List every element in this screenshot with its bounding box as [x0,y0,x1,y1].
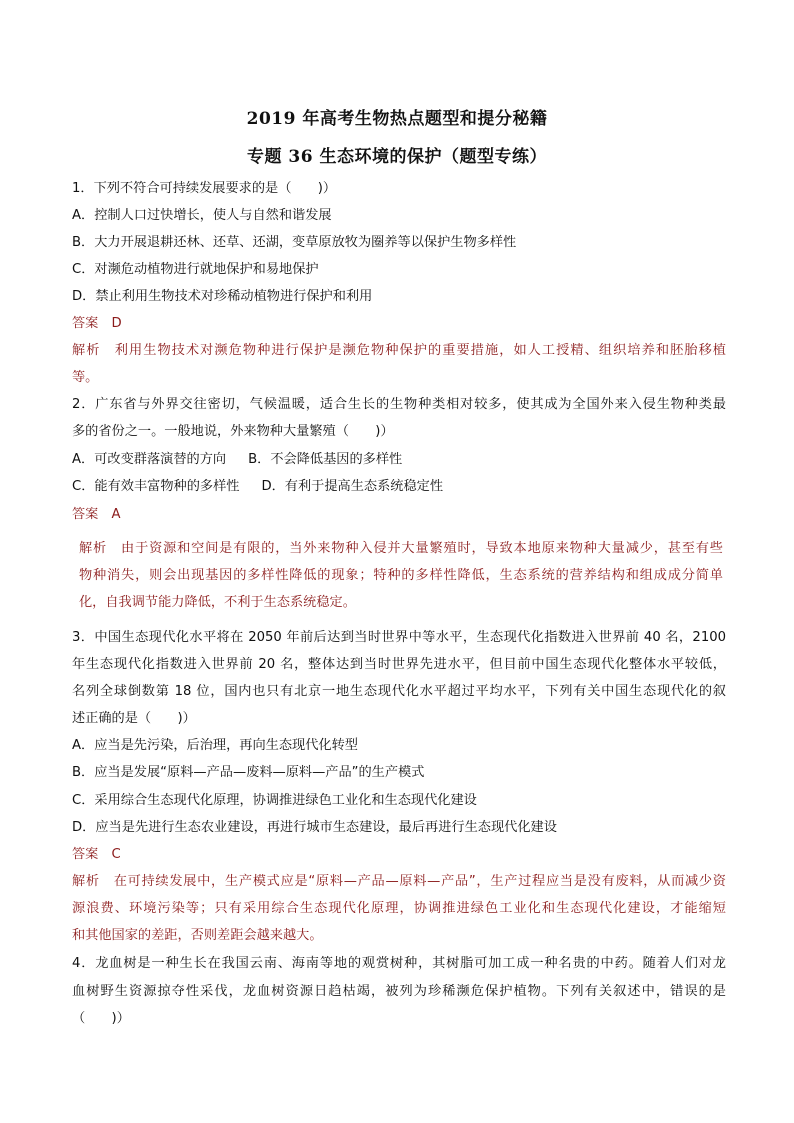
document-subtitle: 专题 36 生态环境的保护（题型专练） [247,147,547,167]
q2-options-row-1 [72,451,402,469]
q2-explanation-line-2: 物种消失，则会出现基因的多样性降低的现象；特种的多样性降低，生态系统的营养结构和组成成分简单 [79,568,723,583]
q3-explanation-line-3: 和其他国家的差距，否则差距会越来越大。 [72,928,323,943]
q2-option-b: B．不会降低基因的多样性 [248,452,403,467]
q3-stem-line-1: 3．中国生态现代化水平将在 2050 年前后达到当时世界中等水平，生态现代化指数进入世界前 40 名，2100 [72,630,726,645]
q2-stem-line-1: 2．广东省与外界交往密切，气候温暖，适合生长的生物种类相对较多，使其成为全国外来入侵生物种类最 [72,397,726,412]
q3-option-c: C．采用综合生态现代化原理，协调推进绿色工业化和生态现代化建设 [72,793,477,808]
q2-option-d: D．有利于提高生态系统稳定性 [261,479,444,494]
q2-option-c: C．能有效丰富物种的多样性 [72,479,240,494]
q1-option-a: A．控制人口过快增长，使人与自然和谐发展 [72,208,332,223]
q3-option-a: A．应当是先污染，后治理，再向生态现代化转型 [72,738,358,753]
q3-option-b: B．应当是发展“原料—产品—废料—原料—产品”的生产模式 [72,765,425,780]
q1-option-b: B．大力开展退耕还林、还草、还湖，变草原放牧为圈养等以保护生物多样性 [72,235,517,250]
q1-explanation-line-1: 解析 利用生物技术对濒危物种进行保护是濒危物种保护的重要措施，如人工授精、组织培养和胚胎移植 [72,343,726,358]
document-title: 2019 年高考生物热点题型和提分秘籍 [246,109,548,129]
q1-stem: 1．下列不符合可持续发展要求的是（ )） [72,181,337,196]
q3-answer: 答案 C [72,847,121,862]
q3-option-d: D．应当是先进行生态农业建设，再进行城市生态建设，最后再进行生态现代化建设 [72,820,557,835]
q1-explanation-line-2: 等。 [72,370,99,385]
q4-stem-line-3: （ )） [72,1011,130,1026]
q2-answer: 答案 A [72,507,121,522]
q1-option-d: D．禁止利用生物技术对珍稀动植物进行保护和利用 [72,289,373,304]
q2-stem-line-2: 多的省份之一。一般地说，外来物种大量繁殖（ )） [72,424,394,439]
q1-answer: 答案 D [72,316,122,331]
q1-option-c: C．对濒危动植物进行就地保护和易地保护 [72,262,319,277]
q4-stem-line-2: 血树野生资源掠夺性采伐，龙血树资源日趋枯竭，被列为珍稀濒危保护植物。下列有关叙述中，错误的是 [72,984,726,999]
q2-explanation-line-3: 化，自我调节能力降低，不利于生态系统稳定。 [79,595,356,610]
q3-stem-line-3: 名列全球倒数第 18 位，国内也只有北京一地生态现代化水平超过平均水平，下列有关中国生态现代化的叙 [72,684,726,699]
q2-options-row-2 [72,478,443,496]
q3-explanation-line-2: 源浪费、环境污染等；只有采用综合生态现代化原理，协调推进绿色工业化和生态现代化建设，才能缩短 [72,901,726,916]
q3-stem-line-4: 述正确的是（ )） [72,711,196,726]
q3-stem-line-2: 年生态现代化指数进入世界前 20 名，整体达到当时世界先进水平，但目前中国生态现代化整体水平较低， [72,657,726,672]
q2-explanation-line-1: 解析 由于资源和空间是有限的，当外来物种入侵并大量繁殖时，导致本地原来物种大量减少，甚至有些 [79,541,723,556]
q3-explanation-line-1: 解析 在可持续发展中，生产模式应是“原料—产品—原料—产品”，生产过程应当是没有废料，从而减少资 [72,874,726,889]
q2-option-a: A．可改变群落演替的方向 [72,452,227,467]
q4-stem-line-1: 4．龙血树是一种生长在我国云南、海南等地的观赏树种，其树脂可加工成一种名贵的中药。随着人们对龙 [72,956,726,971]
